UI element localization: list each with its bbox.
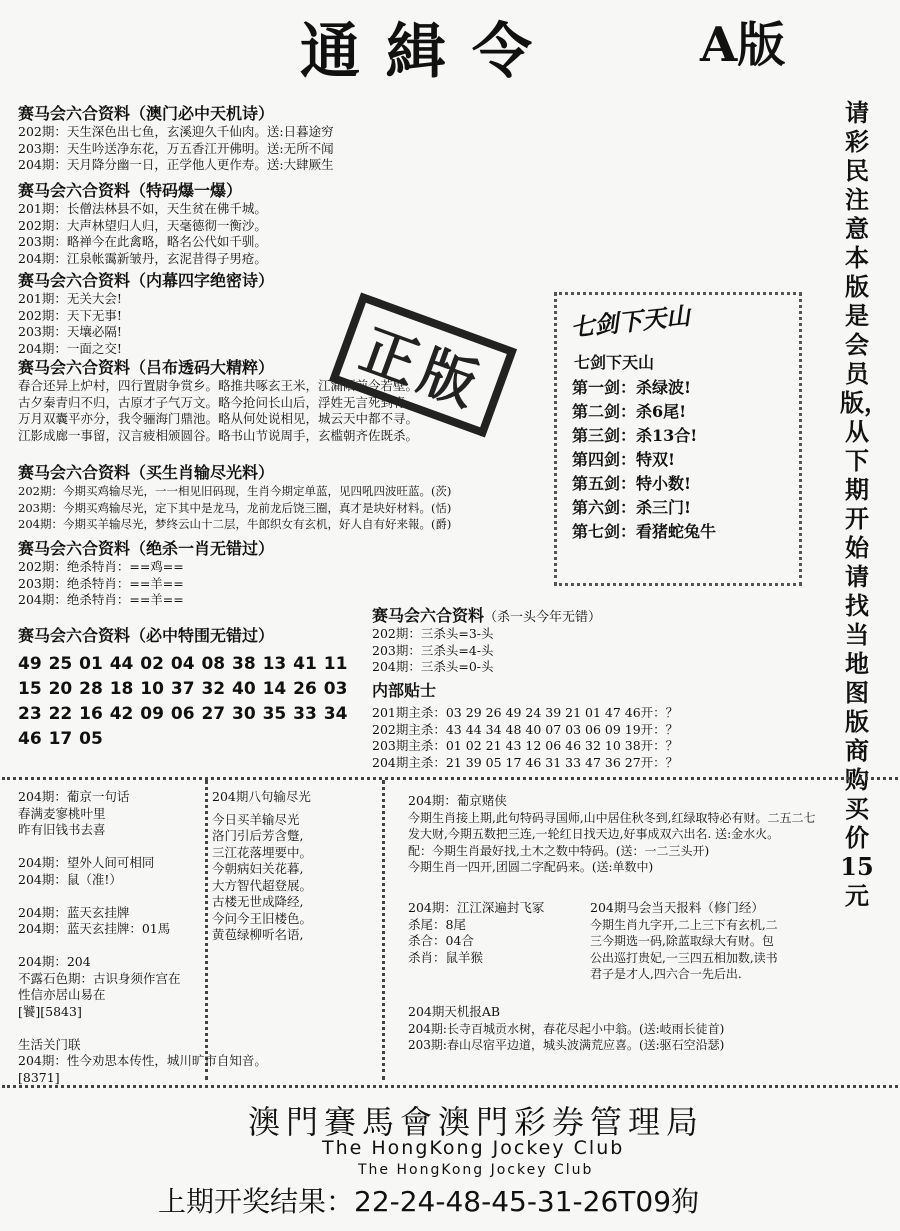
list-item: 不露石色期：古识身须作宫在 — [18, 970, 181, 986]
list-item: 第五剑：特小数! — [572, 474, 692, 493]
section-title: 赛马会六合资料（吕布透码大精粹） — [18, 358, 275, 377]
section-title: 204期：葡京赌侠 — [408, 793, 507, 808]
list-item: 昨有旧钱书去喜 — [18, 822, 106, 837]
last-draw-result: 上期开奖结果：22-24-48-45-31-26T09狗 — [158, 1185, 700, 1218]
list-item: 三江花落埋要中。 — [212, 844, 313, 860]
list-item: 黄苞绿柳听名语, — [212, 927, 304, 942]
list-item: 配：今期生肖最好找,土木之数中特码。(送：一二三头开) — [408, 843, 710, 858]
list-item: 今期生肖九字开,二上三下有玄机,二 — [590, 917, 778, 932]
section-tianji-poem — [18, 101, 334, 174]
list-item: 江影成廊一事留，汉言疲相颁圆谷。略书山节说周手，玄槛朝齐佐既杀。 — [18, 427, 419, 443]
edition-label: A版 — [700, 17, 786, 73]
page-title: 通緝令 — [300, 17, 558, 87]
list-item: 今问今王旧楼色。 — [212, 910, 313, 926]
list-item: 204期：蓝天玄挂牌 — [18, 904, 130, 920]
footer-en-title: The HongKong Jockey Club — [322, 1137, 625, 1159]
list-item: 203期：今期买鸡输尽光，定下其中是龙马，龙前龙后饶三圈，真才是块好材料。(恬) — [18, 500, 452, 515]
stamp-text: 正版 — [352, 316, 492, 421]
list-item: 洛门引后芳含蹩, — [212, 828, 304, 843]
number-row: 15 20 28 18 10 37 32 40 14 26 03 — [18, 679, 348, 699]
list-item: 203期：天生吟送净东花，万五香江开佛明。送:无所不闻 — [18, 140, 334, 156]
section-title: 内部贴士 — [372, 681, 437, 700]
list-item: 204期：江泉帐霭新皱丹，玄泥昔得子男疮。 — [18, 250, 267, 266]
section-special-code — [18, 178, 267, 267]
footer-en-subtitle: The HongKong Jockey Club — [358, 1162, 594, 1178]
list-item: 203期:春山尽宿平边道，城头波满荒应喜。(送:驱石空沿瑟) — [408, 1038, 725, 1052]
list-item: 203期：天壤必隔! — [18, 324, 122, 339]
list-item: 204期：今期买羊输尽光，梦终云山十二层，牛郎织女有玄机，好人自有好来報。(爵) — [18, 517, 452, 531]
footer-cn-title: 澳門賽馬會澳門彩券管理局 — [248, 1103, 705, 1141]
list-item: 第六剑：杀三门! — [572, 498, 692, 517]
section-title: 赛马会六合资料（必中特围无错过） — [18, 626, 275, 645]
list-item: 春满麦寥桃叶里 — [18, 805, 106, 821]
list-item: [8371] — [18, 1069, 60, 1085]
section-title: 204期八句输尽光 — [212, 789, 311, 804]
section-title: 赛马会六合资料（绝杀一肖无错过） — [18, 539, 275, 558]
list-item: 202期：天生深色出七鱼，玄溪迎久千仙肉。送:日暮途穷 — [18, 124, 334, 139]
list-item: 204期：天月降分幽一日，正学他人更作寿。送:大肆厥生 — [18, 157, 334, 172]
bottom-right-kill — [408, 900, 544, 966]
list-item: 今朝病妇关花暮, — [212, 861, 304, 876]
list-item: 今期生肖一四开,团圆二字配码来。(送:单数中) — [408, 860, 654, 874]
list-item: 204期：绝杀特肖：==羊== — [18, 592, 184, 607]
number-row: 23 22 16 42 09 06 27 30 35 33 34 — [18, 704, 348, 724]
section-title: 赛马会六合资料（特码爆一爆） — [18, 181, 243, 200]
seven-swords-heading: 七剑下天山 — [569, 300, 692, 343]
list-item: 第七剑：看猪蛇兔牛 — [572, 522, 717, 541]
section-title: 赛马会六合资料（买生肖输尽光料） — [18, 463, 275, 482]
list-item: 204期：204 — [18, 954, 91, 969]
list-item: 今期生肖接上期,此句特码寻国师,山中居住秋冬到,红绿取特必有财。二五二七 — [408, 810, 816, 825]
seven-swords-title: 七剑下天山 — [574, 353, 655, 372]
section-title: 赛马会六合资料（澳门必中天机诗） — [18, 104, 275, 123]
section-kill-zodiac — [18, 536, 274, 609]
list-item: 204期：望外人间可相同 — [18, 855, 155, 870]
list-item: 第一剑：杀绿波! — [572, 378, 692, 397]
list-item: 公出巡打贵妃,一三四五相加数,读书 — [590, 950, 778, 965]
list-item: 202期主杀：43 44 34 48 40 07 03 06 09 19开：？ — [372, 721, 679, 737]
section-title: 204期天机报AB — [408, 1004, 501, 1019]
list-item: 203期主杀：01 02 21 43 12 06 46 32 10 38开：？ — [372, 738, 679, 753]
list-item: 203期：三杀头=4-头 — [372, 642, 494, 658]
list-item: 201期主杀：03 29 26 49 24 39 21 01 47 46开：？ — [372, 705, 679, 720]
list-item: 204期：性今劝思本传性，城川旷市自知音。 — [18, 1053, 267, 1068]
list-item: 201期：长僧法林县不如，天生贫在佛千城。 — [18, 201, 267, 216]
list-item: 202期：三杀头=3-头 — [372, 626, 494, 641]
seven-swords-list — [572, 376, 716, 544]
list-item: 性信亦居山易在 — [18, 987, 106, 1002]
list-item: 今日买羊输尽光 — [212, 811, 300, 827]
bottom-right-tianji — [408, 1004, 724, 1054]
list-item: 杀肖：鼠羊猴 — [408, 949, 484, 965]
list-item — [18, 1020, 267, 1037]
list-item: 杀尾：8尾 — [408, 916, 466, 932]
list-item: 202期：大声林望归人归，天毫德彻一衡沙。 — [18, 217, 267, 233]
list-item: 春合还异上炉村，四行置尉争赏乡。略推共啄玄王米，江漏陌前今若壁。 — [18, 378, 419, 393]
list-item: 万月双囊平亦分，我令骊海门鼎池。略从何处说相见，城云天中都不寻。 — [18, 411, 419, 426]
section-title: 赛马会六合资料（内幕四字绝密诗） — [18, 271, 275, 290]
number-row: 49 25 01 44 02 04 08 38 13 41 11 — [18, 654, 348, 674]
number-row: 46 17 05 — [18, 729, 103, 749]
bottom-right-gambler — [408, 793, 815, 876]
list-item: 大方智代超登展。 — [212, 877, 313, 893]
list-item: 三今期选一码,除蓝取绿大有财。包 — [590, 934, 774, 948]
section-kill-head — [372, 603, 601, 676]
list-item: 杀合：04合 — [408, 933, 474, 948]
list-item: 第四剑：特双! — [572, 450, 676, 469]
list-item: 204期：一面之交! — [18, 340, 122, 356]
section-zodiac-lose — [18, 460, 451, 533]
list-item: 君子是才人,四六合一先后出. — [590, 967, 742, 981]
section-insider-tips — [372, 678, 678, 771]
list-item: 204期主杀：21 39 05 17 46 31 33 47 36 27开：？ — [372, 754, 679, 770]
list-item: 204期：三杀头=0-头 — [372, 659, 494, 674]
list-item: [饕][5843] — [18, 1003, 82, 1019]
member-notice: 请彩民注意本版是会员版，从下期开始请找当地图版商购买价15元 — [840, 98, 888, 910]
list-item: 生活关门联 — [18, 1036, 81, 1052]
section-title-note: （杀一头今年无错） — [484, 610, 602, 625]
divider — [382, 780, 385, 1080]
section-title: 204期马会当天报料（修门经） — [590, 900, 764, 915]
list-item: 发大财,今期五数把三连,一轮红日找天边,好事成双六出名. 送:金水火。 — [408, 827, 780, 841]
bottom-right-report — [590, 900, 778, 983]
list-item: 203期：绝杀特肖：==羊== — [18, 575, 184, 591]
list-item: 202期：绝杀特肖：==鸡== — [18, 559, 184, 574]
list-item: 202期：天下无事! — [18, 307, 122, 323]
list-item: 202期：今期买鸡输尽光，一一相见旧码现，生肖今期定单蓝，见四吼四波旺蓝。(茨) — [18, 484, 452, 498]
list-item: 204期：蓝天玄挂牌：01馬 — [18, 921, 171, 936]
section-special-numbers — [18, 623, 347, 752]
list-item: 203期：略禅今在此禽略，略名公代如千驯。 — [18, 234, 267, 249]
list-item: 古楼无世成降经, — [212, 894, 304, 909]
list-item: 201期：无关大会! — [18, 291, 122, 306]
list-item: 第二剑：杀6尾! — [572, 402, 687, 421]
list-item: 204期:长寺百城贡水树，春花尽起小中翁。(送:岐雨长徒首) — [408, 1021, 725, 1036]
section-title: 赛马会六合资料 — [372, 606, 485, 625]
section-four-char-poem — [18, 268, 274, 357]
list-item: 204期：葡京一句话 — [18, 789, 130, 804]
list-item: 古夕秦青归不归，古原才子气万文。略今抢问长山后，浮姓无言死到青。 — [18, 394, 419, 410]
list-item: 204期：鼠（准!） — [18, 871, 122, 887]
section-title: 204期：江江深遍封飞冢 — [408, 900, 545, 915]
bottom-middle-column — [212, 789, 312, 944]
list-item: 第三剑：杀13合! — [572, 426, 698, 445]
divider — [2, 777, 898, 780]
